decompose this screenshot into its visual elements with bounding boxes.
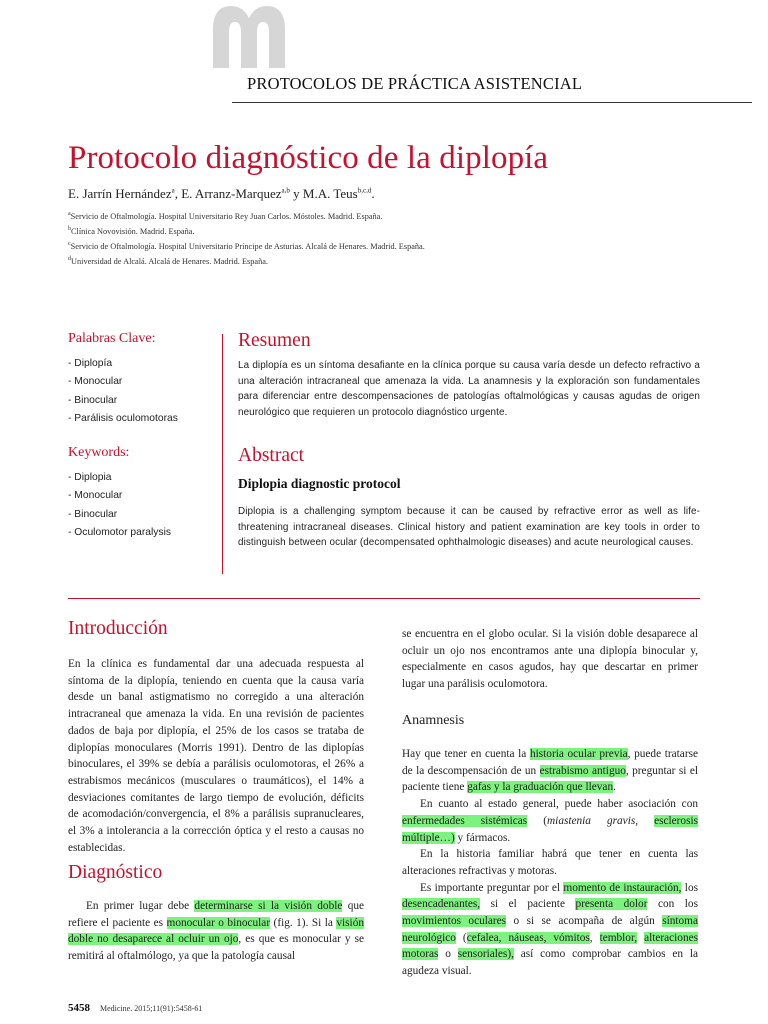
text-run: (fig. 1). Si la bbox=[270, 916, 337, 929]
keywords-es-list bbox=[68, 355, 218, 428]
text-run: y fármacos. bbox=[454, 831, 511, 844]
author-separator: . bbox=[371, 186, 375, 201]
author-affil-mark: a bbox=[171, 186, 175, 195]
page-number: 5458 bbox=[68, 1002, 90, 1014]
keywords-en-block bbox=[68, 445, 218, 542]
text-run: , bbox=[635, 814, 655, 827]
text-run: si el paciente bbox=[480, 898, 576, 911]
text-run: ( bbox=[527, 814, 548, 827]
affiliation-mark: c bbox=[68, 241, 71, 248]
keyword-item: - Binocular bbox=[68, 508, 118, 520]
column-divider bbox=[222, 334, 223, 574]
author-separator: y bbox=[289, 186, 303, 201]
abstract-title: Abstract bbox=[238, 445, 305, 466]
affiliation-text: Clínica Novovisión. Madrid. España. bbox=[71, 226, 195, 236]
keyword-item: - Parálisis oculomotoras bbox=[68, 412, 178, 424]
highlighted-text: desencadenantes, bbox=[402, 898, 481, 911]
keyword-item: - Binocular bbox=[68, 394, 118, 406]
highlighted-text: presenta dolor bbox=[575, 898, 648, 911]
text-run: , puede tratarse de la descompensación de un bbox=[402, 748, 698, 777]
diagnostico-text bbox=[68, 898, 364, 965]
affiliation-mark: a bbox=[68, 211, 71, 217]
highlighted-text: esclerosis múltiple…) bbox=[402, 814, 699, 844]
keywords-en-title: Keywords: bbox=[68, 445, 130, 460]
introduccion-paragraph: En la clínica es fundamental dar una adecuada respuesta al síntoma de la diplopía, teniendo en cuenta que la causa varía desde un banal astigmatismo no corregido a una alteración intracraneal que amenaza la vida. En una revisión de pacientes dados de baja por diplopía, el 25% de los casos se trataba de diplopías monoculares (Morris 1991). Dentro de las diplopías binoculares, el 39% se debía a parálisis oculomotoras, el 26% a estrabismos mecánicos (musculares o traumáticos), el 14% a desviaciones comitantes de largo tiempo de evolución, déficits de acomodación/convergencia, el 8% a parálisis supranucleares, el 3% a intolerancia a la corrección óptica y el resto a causas no establecidas. bbox=[68, 658, 364, 854]
anamnesis-paragraph-3 bbox=[402, 846, 698, 879]
keywords-es-title: Palabras Clave: bbox=[68, 331, 156, 346]
text-run: Hay que tener en cuenta la bbox=[402, 748, 530, 760]
text-run: , preguntar si el paciente tiene bbox=[402, 764, 698, 794]
highlighted-text: monocular o binocular bbox=[166, 916, 271, 929]
highlighted-text: gafas y la graduación que llevan bbox=[467, 781, 614, 794]
text-run: Es importante preguntar por el bbox=[420, 881, 564, 894]
author-separator: , bbox=[174, 186, 182, 201]
highlighted-text: sensoriales), bbox=[457, 948, 514, 961]
diagnostico-paragraph bbox=[68, 898, 364, 965]
anamnesis-paragraph-1 bbox=[402, 746, 698, 796]
highlighted-text: visión doble no desaparece al ocluir un ojo bbox=[68, 916, 364, 946]
continuation-paragraph: se encuentra en el globo ocular. Si la visión doble desaparece al ocluir un ojo nos encontramos ante una diplopía binocular y, especialmente en casos agudos, hay que descartar en primer lugar una parálisis oculomotora. bbox=[402, 628, 698, 691]
highlighted-text: cefalea, náuseas, vómitos bbox=[466, 931, 590, 944]
highlighted-text: historia ocular previa bbox=[529, 748, 628, 760]
anamnesis-paragraph-2 bbox=[402, 796, 698, 846]
article-title: Protocolo diagnóstico de la diplopía bbox=[68, 140, 549, 176]
affiliation-mark: b bbox=[68, 226, 71, 233]
keyword-item: - Oculomotor paralysis bbox=[68, 526, 171, 538]
keywords-en-list bbox=[68, 469, 218, 542]
keyword-item: - Diplopia bbox=[68, 472, 112, 483]
affiliation-mark: d bbox=[68, 256, 71, 263]
text-run: o si se acompaña de algún bbox=[506, 915, 663, 928]
keyword-item: - Monocular bbox=[68, 490, 123, 502]
text-run: En cuanto al estado general, puede haber asociación con bbox=[420, 798, 698, 811]
text-run: o bbox=[438, 948, 458, 961]
highlighted-text: movimientos oculares bbox=[402, 915, 507, 928]
text-run: los bbox=[681, 881, 698, 894]
page-footer bbox=[68, 1002, 202, 1014]
anamnesis-heading: Anamnesis bbox=[402, 713, 465, 728]
affiliation-item bbox=[68, 223, 425, 238]
highlighted-text: síntoma neurológico bbox=[402, 915, 698, 944]
text-run: ( bbox=[455, 931, 467, 944]
abstract-subtitle: Diplopia diagnostic protocol bbox=[238, 476, 401, 491]
affiliation-item bbox=[68, 238, 425, 253]
keyword-item: - Diplopía bbox=[68, 358, 113, 369]
resumen-text: La diplopía es un síntoma desafiante en la clínica porque su causa varía desde un defecto refractivo a una alteración intracraneal que amenaza la vida. La anamnesis y la exploración son fundamentales para diferenciar entre descompensaciones de patologías oftalmológicas y causas agudas de origen neurológico que requieren un protocolo diagnóstico urgente. bbox=[238, 360, 700, 418]
affiliation-text: Servicio de Oftalmología. Hospital Universitario Príncipe de Asturias. Alcalá de Henares. Madrid. España. bbox=[70, 241, 425, 251]
text-run: En la historia familiar habrá que tener en cuenta las alteraciones refractivas y motoras. bbox=[402, 848, 698, 877]
author-affil-mark: b,c,d bbox=[357, 186, 372, 195]
anamnesis-text bbox=[402, 746, 698, 980]
affiliation-item bbox=[68, 253, 425, 268]
diagnostico-heading: Diagnóstico bbox=[68, 862, 163, 883]
highlighted-text: momento de instauración, bbox=[563, 881, 682, 894]
highlighted-text: estrabismo antiguo bbox=[539, 764, 626, 777]
keywords-es-block bbox=[68, 331, 218, 428]
section-divider bbox=[68, 598, 700, 599]
anamnesis-paragraph-4 bbox=[402, 880, 698, 980]
text-run: En primer lugar debe bbox=[86, 900, 195, 912]
citation: Medicine. 2015;11(91):5458-61 bbox=[100, 1004, 203, 1013]
keyword-item: - Monocular bbox=[68, 376, 123, 388]
header-divider bbox=[232, 102, 752, 103]
author-name: E. Arranz-Marquez bbox=[181, 186, 282, 201]
highlighted-text: alteraciones motoras bbox=[402, 931, 699, 961]
journal-section-header: PROTOCOLOS DE PRÁCTICA ASISTENCIAL bbox=[247, 74, 583, 93]
resumen-title: Resumen bbox=[238, 330, 311, 351]
introduccion-heading: Introducción bbox=[68, 618, 168, 639]
text-run: que refiere el paciente es bbox=[68, 900, 365, 929]
affiliation-text: Servicio de Oftalmología. Hospital Universitario Rey Juan Carlos. Móstoles. Madrid. España. bbox=[70, 211, 383, 221]
text-run: así como comprobar cambios en la agudeza visual. bbox=[402, 948, 698, 978]
author-list bbox=[68, 186, 375, 202]
text-run: , bbox=[589, 931, 600, 944]
medicine-m-logo-icon bbox=[213, 0, 285, 68]
text-run: , es que es monocular y se remitirá al oftalmólogo, ya que la patología causal bbox=[68, 933, 364, 963]
author-name: E. Jarrín Hernández bbox=[68, 186, 172, 201]
author-affil-mark: a,b bbox=[281, 186, 290, 195]
affiliation-list bbox=[68, 208, 425, 268]
highlighted-text: enfermedades sistémicas bbox=[402, 814, 528, 827]
author-name: M.A. Teus bbox=[302, 186, 358, 201]
text-run: con los bbox=[647, 898, 698, 911]
affiliation-item bbox=[68, 208, 425, 223]
highlighted-text: determinarse si la visión doble bbox=[194, 900, 343, 912]
highlighted-text: temblor, bbox=[599, 931, 638, 944]
text-run: . bbox=[613, 781, 616, 794]
introduccion-text bbox=[68, 656, 364, 856]
affiliation-text: Universidad de Alcalá. Alcalá de Henares. Madrid. España. bbox=[71, 256, 268, 266]
column2-continuation bbox=[402, 626, 698, 693]
text-run: miastenia gravis bbox=[547, 814, 636, 827]
abstract-text: Diplopia is a challenging symptom because it can be caused by refractive error as well as life-threatening intracraneal diseases. Clinical history and patient examination are key tools in order to distinguish between ocular (decompensated ophthalmologic diseases) and acute neurological causes. bbox=[238, 506, 700, 548]
